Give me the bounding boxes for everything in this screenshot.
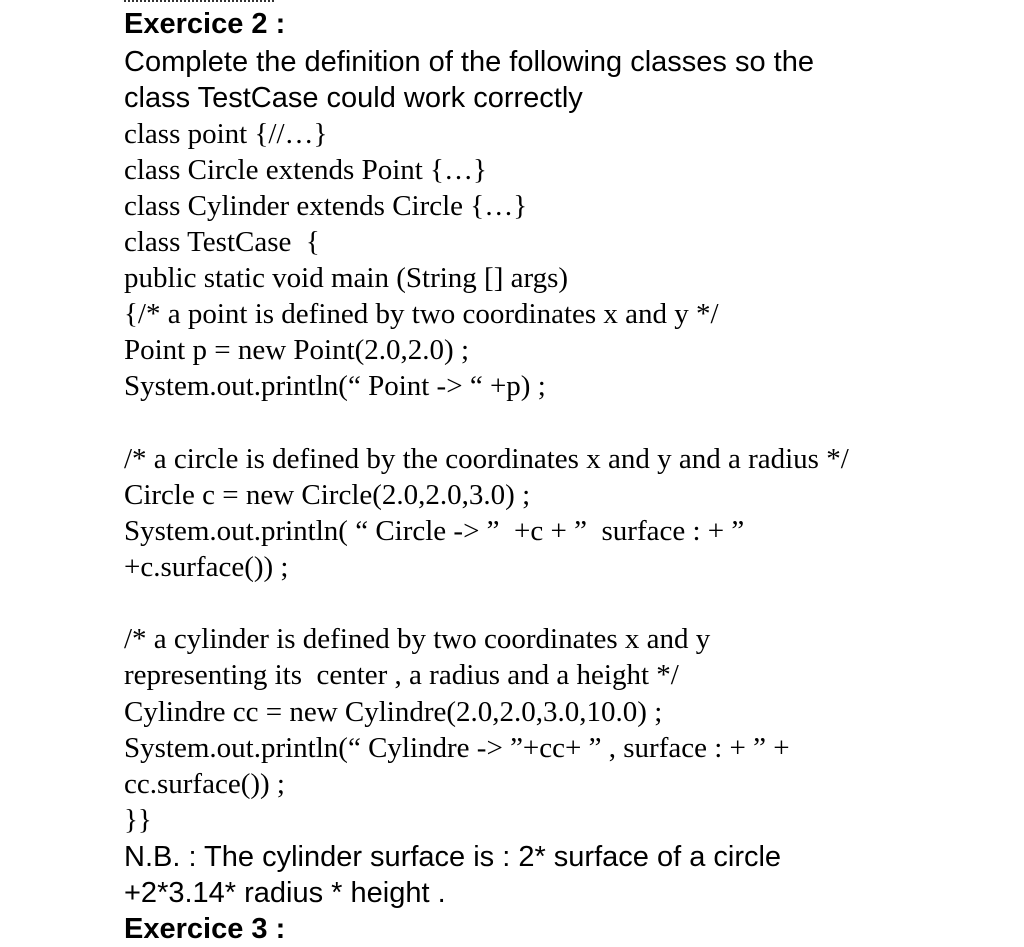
code-line: public static void main (String [] args) [124,262,569,294]
code-line: cc.surface()) ; [124,768,285,800]
exercise-2-intro-line-1: Complete the definition of the following classes so the [124,46,814,78]
code-line: class TestCase { [124,226,320,258]
exercise-3-title: Exercice 3 : [124,913,286,945]
code-line: {/* a point is defined by two coordinates x and y */ [124,298,719,330]
code-line: +c.surface()) ; [124,551,289,583]
code-line: }} [124,804,152,836]
code-line: System.out.println(“ Cylindre -> ”+cc+ ” , surface : + ” + [124,732,790,764]
code-line: class point {//…} [124,118,328,150]
code-line: class Circle extends Point {…} [124,154,487,186]
code-line: System.out.println(“ Point -> “ +p) ; [124,370,546,402]
code-line: System.out.println( “ Circle -> ” +c + ” surface : + ” [124,515,745,547]
exercise-2-intro-line-2: class TestCase could work correctly [124,82,583,114]
top-divider [124,0,274,5]
code-line: representing its center , a radius and a height */ [124,659,679,691]
exercise-2-title: Exercice 2 : [124,8,286,40]
code-line: /* a cylinder is defined by two coordinates x and y [124,623,711,655]
code-line: Cylindre cc = new Cylindre(2.0,2.0,3.0,10.0) ; [124,696,663,728]
code-line: Point p = new Point(2.0,2.0) ; [124,334,470,366]
code-line: Circle c = new Circle(2.0,2.0,3.0) ; [124,479,531,511]
note-line-2: +2*3.14* radius * height . [124,877,446,909]
note-line-1: N.B. : The cylinder surface is : 2* surface of a circle [124,841,782,873]
code-line: /* a circle is defined by the coordinates x and y and a radius */ [124,443,849,475]
code-line: class Cylinder extends Circle {…} [124,190,528,222]
